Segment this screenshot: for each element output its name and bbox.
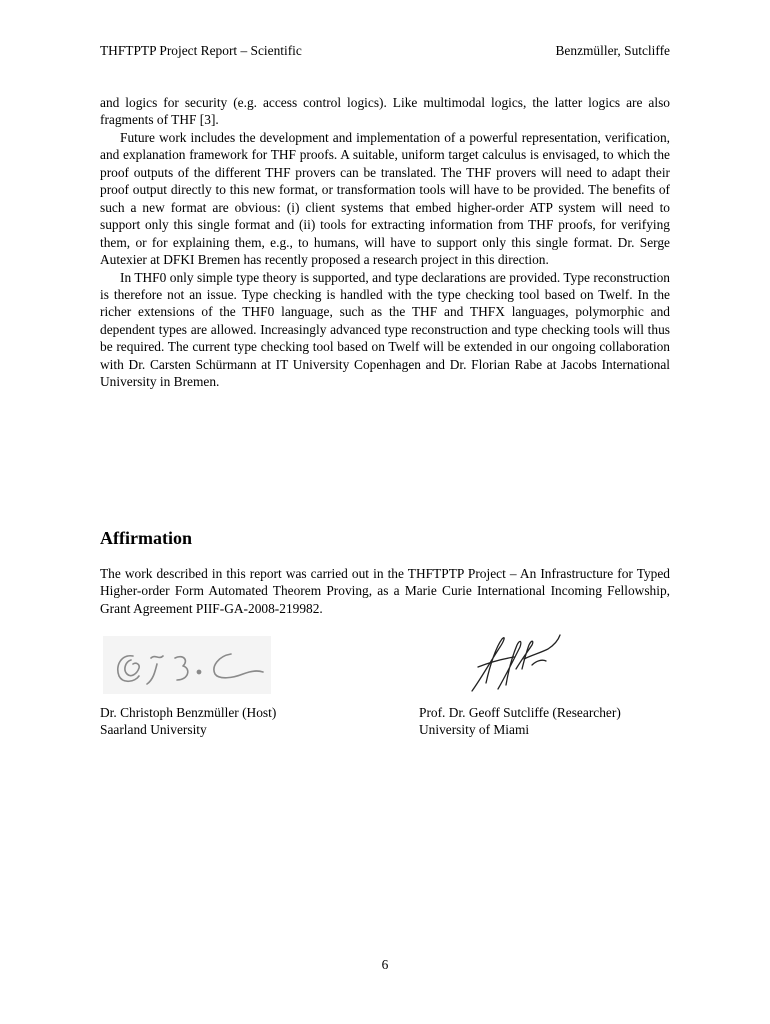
paragraph-future-work: Future work includes the development and implementation of a powerful representation, verification, and explanation framework for THF proofs. A suitable, uniform target calculus is envisaged, to which the proof outputs of the different THF provers can be translated. The THF provers will need to adapt their proof output directly to this new format, or transformation tools will have to be provided. The benefits of such a new format are obvious: (i) client systems that embed higher-order ATP system will need to support only this single format and (ii) tools for extracting information from THF proofs, for verifying them, or for explaining them, e.g., to humans, will have to support only this single format. Dr. Serge Autexier at DFKI Bremen has recently proposed a research project in this direction.	[100, 129, 670, 268]
signature-benzmueller-image	[103, 636, 271, 694]
signatory-researcher-name: Prof. Dr. Geoff Sutcliffe (Researcher)	[419, 705, 621, 720]
affirmation-paragraph: The work described in this report was carried out in the THFTPTP Project – An Infrastructure for Typed Higher-order Form Automated Theorem Proving, as a Marie Curie International Incoming Fellowship, Grant Agreement PIIF-GA-2008-219982.	[100, 566, 670, 616]
paragraph-type-checking: In THF0 only simple type theory is supported, and type declarations are provided. Type reconstruction is therefore not an issue. Type checking is handled with the type checking tool based on Twelf. In the richer extensions of the THF0 language, such as the THF and THFX languages, polymorphic and dependent types are allowed. Increasingly advanced type reconstruction and type checking tools will thus be required. The current type checking tool based on Twelf will be extended in our ongoing collaboration with Dr. Carsten Schürmann at IT University Copenhagen and Dr. Florian Rabe at Jacobs International University in Bremen.	[100, 269, 670, 390]
running-header	[100, 43, 670, 61]
paragraph-continuation: and logics for security (e.g. access control logics). Like multimodal logics, the latter logics are also fragments of THF [3].	[100, 95, 670, 128]
header-title: THFTPTP Project Report – Scientific	[100, 43, 302, 58]
page-number: 6	[381, 957, 389, 972]
signatory-researcher-affiliation: University of Miami	[419, 722, 530, 738]
header-authors: Benzmüller, Sutcliffe	[555, 43, 670, 58]
body-text	[100, 94, 670, 391]
signatory-researcher	[419, 704, 621, 739]
signatory-host-name: Dr. Christoph Benzmüller (Host)	[100, 705, 277, 720]
section-heading-affirmation: Affirmation	[100, 528, 192, 548]
signatory-host	[100, 704, 276, 739]
signature-sutcliffe-image	[462, 625, 562, 695]
signatory-host-affiliation: Saarland University	[100, 722, 207, 738]
